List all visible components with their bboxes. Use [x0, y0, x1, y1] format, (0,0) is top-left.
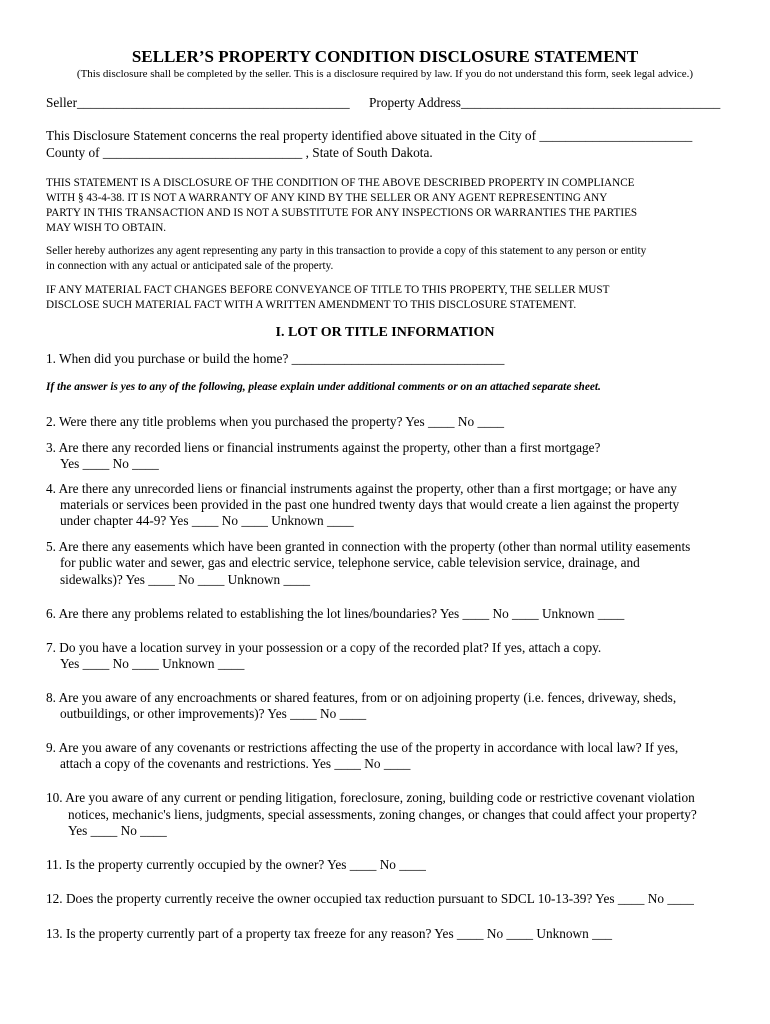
authorization-line: Seller hereby authorizes any agent representing any party in this transaction to provide a copy of this statement to any person or entity: [46, 245, 647, 257]
question-3-answer[interactable]: Yes ____ No ____: [60, 456, 159, 471]
statement-line: THIS STATEMENT IS A DISCLOSURE OF THE CONDITION OF THE ABOVE DESCRIBED PROPERTY IN COMPLIANCE: [46, 177, 635, 189]
question-10: 10. Are you aware of any current or pending litigation, foreclosure, zoning, building code or restrictive covenant violation: [46, 790, 695, 805]
statement-line: PARTY IN THIS TRANSACTION AND IS NOT A SUBSTITUTE FOR ANY INSPECTIONS OR WARRANTIES THE PARTIES: [46, 207, 638, 219]
statement-line: WITH § 43-4-38. IT IS NOT A WARRANTY OF ANY KIND BY THE SELLER OR ANY AGENT REPRESENTING ANY: [46, 192, 608, 204]
question-8-answer[interactable]: outbuildings, or other improvements)? Yes ____ No ____: [60, 706, 367, 721]
question-1[interactable]: 1. When did you purchase or build the home? ________________________________: [46, 351, 505, 366]
material-fact-line: IF ANY MATERIAL FACT CHANGES BEFORE CONVEYANCE OF TITLE TO THIS PROPERTY, THE SELLER MUST: [46, 284, 610, 296]
instructions-note: If the answer is yes to any of the following, please explain under additional comments or on an attached separate sheet.: [46, 381, 601, 393]
question-9: 9. Are you aware of any covenants or restrictions affecting the use of the property in accordance with local law? If yes,: [46, 740, 679, 755]
statement-line: MAY WISH TO OBTAIN.: [46, 222, 167, 234]
question-7-answer[interactable]: Yes ____ No ____ Unknown ____: [60, 656, 245, 671]
question-13[interactable]: 13. Is the property currently part of a property tax freeze for any reason? Yes ____ No ____ Unknown ___: [46, 926, 613, 941]
question-4-answer[interactable]: under chapter 44-9? Yes ____ No ____ Unknown ____: [60, 513, 354, 528]
material-fact-line: DISCLOSE SUCH MATERIAL FACT WITH A WRITTEN AMENDMENT TO THIS DISCLOSURE STATEMENT.: [46, 299, 577, 311]
question-5: 5. Are there any easements which have been granted in connection with the property (other than normal utility easements: [46, 539, 691, 554]
question-5-line: for public water and sewer, gas and electric service, telephone service, cable television service, drainage, and: [60, 555, 640, 570]
question-6[interactable]: 6. Are there any problems related to establishing the lot lines/boundaries? Yes ____ No ____ Unknown ____: [46, 606, 625, 621]
authorization-line: in connection with any actual or anticipated sale of the property.: [46, 260, 334, 272]
form-subtitle: (This disclosure shall be completed by the seller. This is a disclosure required by law. If you do not understand this form, seek legal advice.): [76, 68, 694, 80]
question-10-line: notices, mechanic's liens, judgments, special assessments, zoning changes, or changes that could affect your property?: [68, 807, 697, 822]
question-4: 4. Are there any unrecorded liens or financial instruments against the property, other than a first mortgage; or have any: [46, 481, 677, 496]
question-11[interactable]: 11. Is the property currently occupied by the owner? Yes ____ No ____: [46, 857, 426, 872]
question-9-answer[interactable]: attach a copy of the covenants and restrictions. Yes ____ No ____: [60, 756, 411, 771]
section-title: I. LOT OR TITLE INFORMATION: [275, 325, 495, 340]
question-7: 7. Do you have a location survey in your possession or a copy of the recorded plat? If yes, attach a copy.: [46, 640, 602, 655]
form-title: SELLER’S PROPERTY CONDITION DISCLOSURE STATEMENT: [131, 47, 639, 66]
question-3: 3. Are there any recorded liens or financial instruments against the property, other than a first mortgage?: [46, 440, 601, 455]
seller-field[interactable]: Seller_________________________________________: [46, 95, 350, 110]
concerns-city-line[interactable]: This Disclosure Statement concerns the real property identified above situated in the City of _______________________: [46, 128, 693, 143]
question-5-answer[interactable]: sidewalks)? Yes ____ No ____ Unknown ____: [60, 572, 311, 587]
question-10-answer[interactable]: Yes ____ No ____: [68, 823, 167, 838]
question-8: 8. Are you aware of any encroachments or shared features, from or on adjoining property (i.e. fences, driveway, sheds,: [46, 690, 677, 705]
question-12[interactable]: 12. Does the property currently receive the owner occupied tax reduction pursuant to SDCL 10-13-39? Yes ____ No ____: [46, 891, 694, 906]
property-address-field[interactable]: Property Address_______________________________________: [369, 95, 721, 110]
concerns-county-line[interactable]: County of ______________________________ , State of South Dakota.: [46, 145, 433, 160]
question-4-line: materials or services been provided in the past one hundred twenty days that would create a lien against the property: [60, 497, 680, 512]
question-2[interactable]: 2. Were there any title problems when you purchased the property? Yes ____ No ____: [46, 414, 505, 429]
